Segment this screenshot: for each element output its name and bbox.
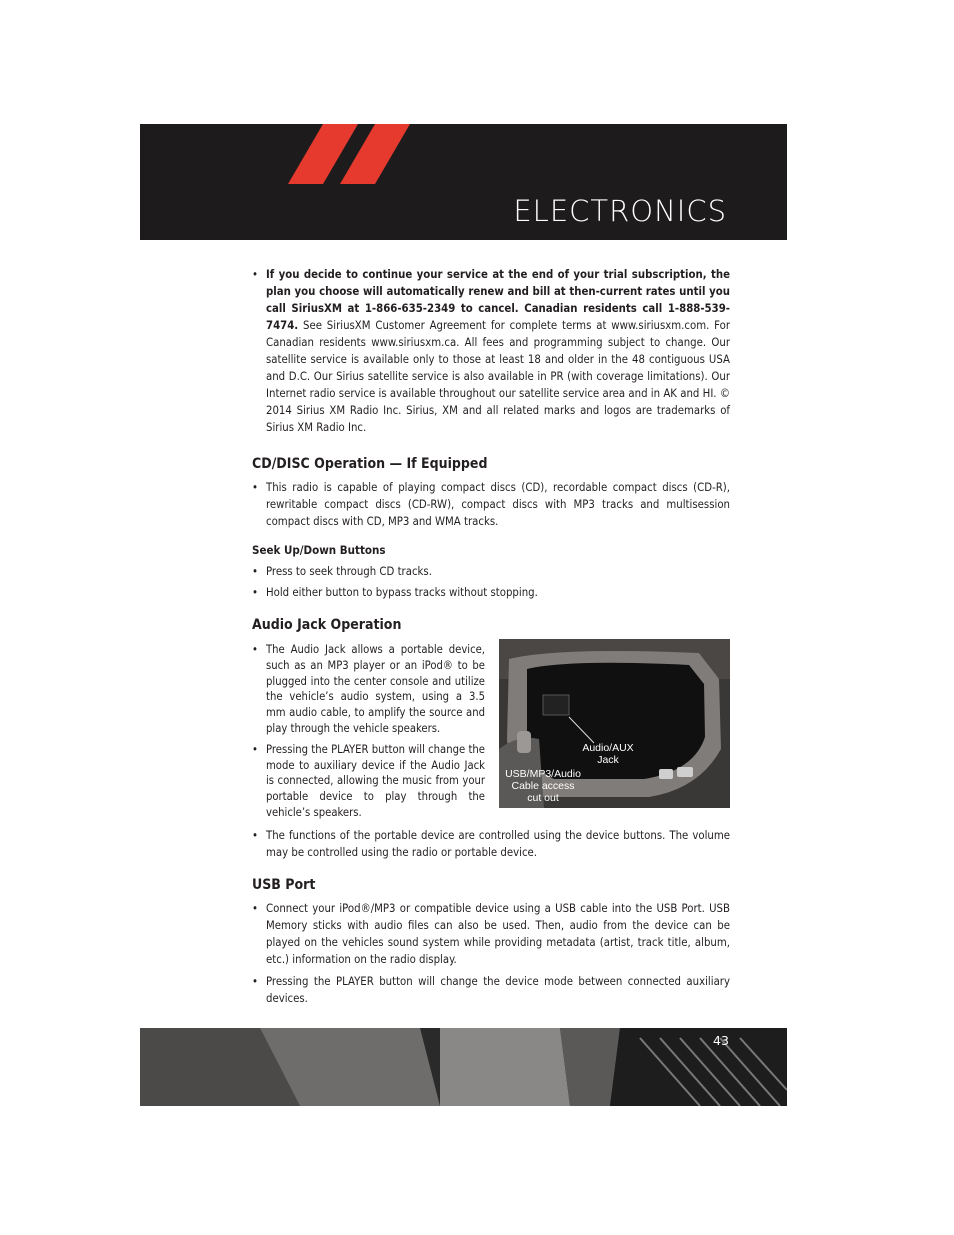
usb-heading: USB Port bbox=[252, 876, 316, 893]
footer-photo bbox=[140, 1028, 787, 1106]
sirius-bold-text: If you decide to continue your service at the end of your trial subscription, the plan you choose will automatically renew and bill at then-current rates until you call SiriusXM at 1-866-635-2349 to cancel. Canadian residents call 1-888-539-7474. bbox=[266, 268, 730, 332]
cd-heading: CD/DISC Operation — If Equipped bbox=[252, 456, 488, 472]
section-title: ELECTRONICS bbox=[513, 194, 727, 228]
caption-audio-aux-line1: Audio/AUX bbox=[582, 742, 634, 754]
sirius-bullet bbox=[252, 266, 730, 436]
caption-audio-aux-line2: Jack bbox=[597, 754, 619, 766]
caption-usb-line1: USB/MP3/Audio bbox=[505, 768, 581, 780]
stripes-logo bbox=[140, 124, 440, 240]
audio-jack-bullet-2: • Pressing the PLAYER button will change the mode to auxiliary device if the Audio Jack is connected, allowing the music from your portable device to play through the vehicle’s speakers. bbox=[252, 742, 485, 821]
console-photo bbox=[499, 639, 730, 808]
seek-subheading: Seek Up/Down Buttons bbox=[252, 543, 386, 557]
caption-usb-line2: Cable access bbox=[511, 780, 575, 792]
audio-jack-column bbox=[252, 642, 485, 821]
sirius-text: See SiriusXM Customer Agreement for complete terms at www.siriusxm.com. For Canadian residents www.siriusxm.ca. All fees and programming subject to change. Our satellite service is available only to those at least 18 and older in the 48 contiguous USA and D.C. Our Sirius satellite service is also available in PR (with coverage limitations). Our Internet radio service is available throughout our satellite service area and in AK and HI. © 2014 Sirius XM Radio Inc. Sirius, XM and all related marks and logos are trademarks of Sirius XM Radio Inc. bbox=[266, 319, 730, 434]
caption-usb-cutout bbox=[499, 768, 587, 804]
audio-jack-bullet-1: • The Audio Jack allows a portable device, such as an MP3 player or an iPod® to be plugged into the center console and utilize the vehicle’s audio system, using a 3.5 mm audio cable, to amplify the source and play through the vehicle speakers. bbox=[252, 642, 485, 737]
section-header bbox=[140, 124, 787, 240]
audio-jack-heading: Audio Jack Operation bbox=[252, 617, 402, 633]
usb-bullet-1: • Connect your iPod®/MP3 or compatible device using a USB cable into the USB Port. USB Memory sticks with audio files can also be used. Then, audio from the device can be played on the vehicles sound system while providing metadata (artist, track title, album, etc.) information on the radio display. bbox=[252, 900, 730, 968]
page-number: 43 bbox=[713, 1033, 729, 1048]
cd-bullet: • This radio is capable of playing compact discs (CD), recordable compact discs (CD-R), rewritable compact discs (CD-RW), compact discs with MP3 tracks and multisession compact discs with CD, MP3 and WMA tracks. bbox=[252, 479, 730, 530]
audio-jack-bullet-3: • The functions of the portable device are controlled using the device buttons. The volume may be controlled using the radio or portable device. bbox=[252, 827, 730, 861]
caption-audio-aux bbox=[572, 742, 644, 766]
usb-bullet-2: • Pressing the PLAYER button will change the device mode between connected auxiliary devices. bbox=[252, 973, 730, 1007]
seek-bullet-1: • Press to seek through CD tracks. bbox=[252, 563, 730, 580]
caption-usb-line3: cut out bbox=[527, 792, 559, 804]
footer-illustration bbox=[140, 1028, 787, 1106]
seek-bullet-2: • Hold either button to bypass tracks without stopping. bbox=[252, 584, 730, 601]
